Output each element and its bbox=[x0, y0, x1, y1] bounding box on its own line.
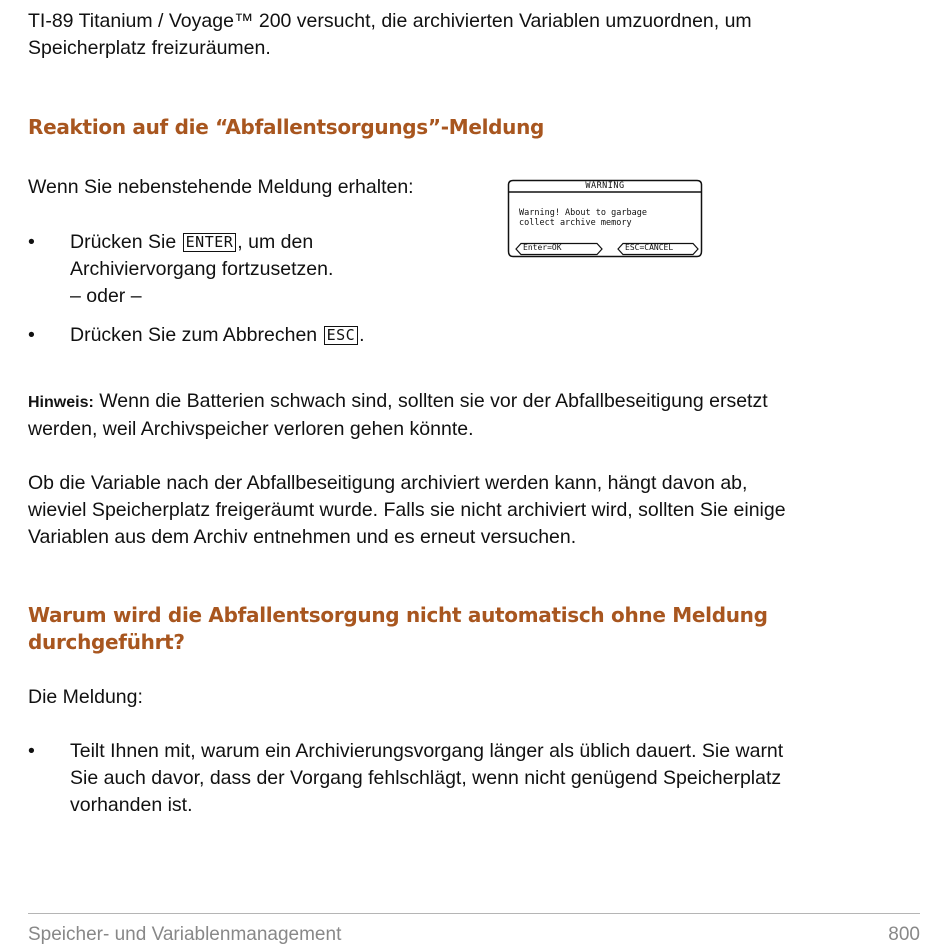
enter-ok-softkey: Enter=OK bbox=[523, 243, 562, 252]
archive-paragraph bbox=[28, 470, 918, 551]
bullet-continue bbox=[28, 229, 918, 319]
bullet-continue-line-2: Archiviervorgang fortzusetzen. bbox=[70, 258, 334, 280]
esc-cancel-softkey: ESC=CANCEL bbox=[625, 243, 674, 252]
note-line-1: Wenn die Batterien schwach sind, sollten sie vor der Abfallbeseitigung ersetzt bbox=[93, 390, 768, 412]
note-line-2: werden, weil Archivspeicher verloren gehen könnte. bbox=[28, 418, 474, 440]
bullet-cancel-after: . bbox=[359, 324, 365, 346]
intro-paragraph bbox=[28, 8, 908, 62]
archive-line-2: wieviel Speicherplatz freigeräumt wurde. Falls sie nicht archiviert wird, sollten Sie einige bbox=[28, 499, 786, 521]
bullet-glyph: • bbox=[28, 324, 35, 346]
bullet-message-text bbox=[70, 738, 918, 819]
bullet-continue-after: , um den bbox=[237, 231, 314, 253]
enter-key-icon: ENTER bbox=[183, 233, 237, 252]
warning-message-line-1: Warning! About to garbage bbox=[519, 208, 647, 218]
footer-divider bbox=[28, 913, 920, 914]
section-heading-garbage-message: Reaktion auf die “Abfallentsorgungs”-Meldung bbox=[28, 115, 545, 139]
footer-section-title: Speicher- und Variablenmanagement bbox=[28, 924, 342, 945]
intro-line-1: TI-89 Titanium / Voyage™ 200 versucht, die archivierten Variablen umzuordnen, um bbox=[28, 10, 752, 32]
heading-line-1: Warum wird die Abfallentsorgung nicht automatisch ohne Meldung bbox=[28, 603, 768, 627]
note-label: Hinweis: bbox=[28, 394, 94, 411]
bullet-cancel-text bbox=[70, 322, 918, 349]
warning-message-line-2: collect archive memory bbox=[519, 218, 632, 228]
bullet-glyph: • bbox=[28, 740, 35, 762]
bullet-glyph: • bbox=[28, 231, 35, 253]
bullet-message-info bbox=[28, 738, 918, 828]
heading-line-2: durchgeführt? bbox=[28, 630, 185, 654]
bullet-cancel-before: Drücken Sie zum Abbrechen bbox=[70, 324, 323, 346]
esc-key-icon: ESC bbox=[324, 326, 359, 345]
or-separator: – oder – bbox=[70, 285, 142, 307]
section-heading-why-not-automatic bbox=[28, 602, 908, 656]
message-lead: Die Meldung: bbox=[28, 686, 143, 708]
archive-line-1: Ob die Variable nach der Abfallbeseitigung archiviert werden kann, hängt davon ab, bbox=[28, 472, 748, 494]
bullet-cancel bbox=[28, 322, 918, 352]
warning-title: WARNING bbox=[585, 181, 625, 191]
lead-text: Wenn Sie nebenstehende Meldung erhalten: bbox=[28, 176, 414, 198]
bullet-message-line-2: Sie auch davor, dass der Vorgang fehlschlägt, wenn nicht genügend Speicherplatz bbox=[70, 767, 782, 789]
bullet-message-line-1: Teilt Ihnen mit, warum ein Archivierungsvorgang länger als üblich dauert. Sie warnt bbox=[70, 740, 784, 762]
bullet-continue-before: Drücken Sie bbox=[70, 231, 182, 253]
calculator-warning-screen bbox=[507, 179, 703, 258]
note-paragraph bbox=[28, 388, 918, 443]
page-number: 800 bbox=[888, 924, 920, 945]
document-page bbox=[28, 0, 920, 950]
bullet-continue-text bbox=[70, 229, 918, 310]
bullet-message-line-3: vorhanden ist. bbox=[70, 794, 193, 816]
intro-line-2: Speicherplatz freizuräumen. bbox=[28, 37, 271, 59]
archive-line-3: Variablen aus dem Archiv entnehmen und es erneut versuchen. bbox=[28, 526, 577, 548]
